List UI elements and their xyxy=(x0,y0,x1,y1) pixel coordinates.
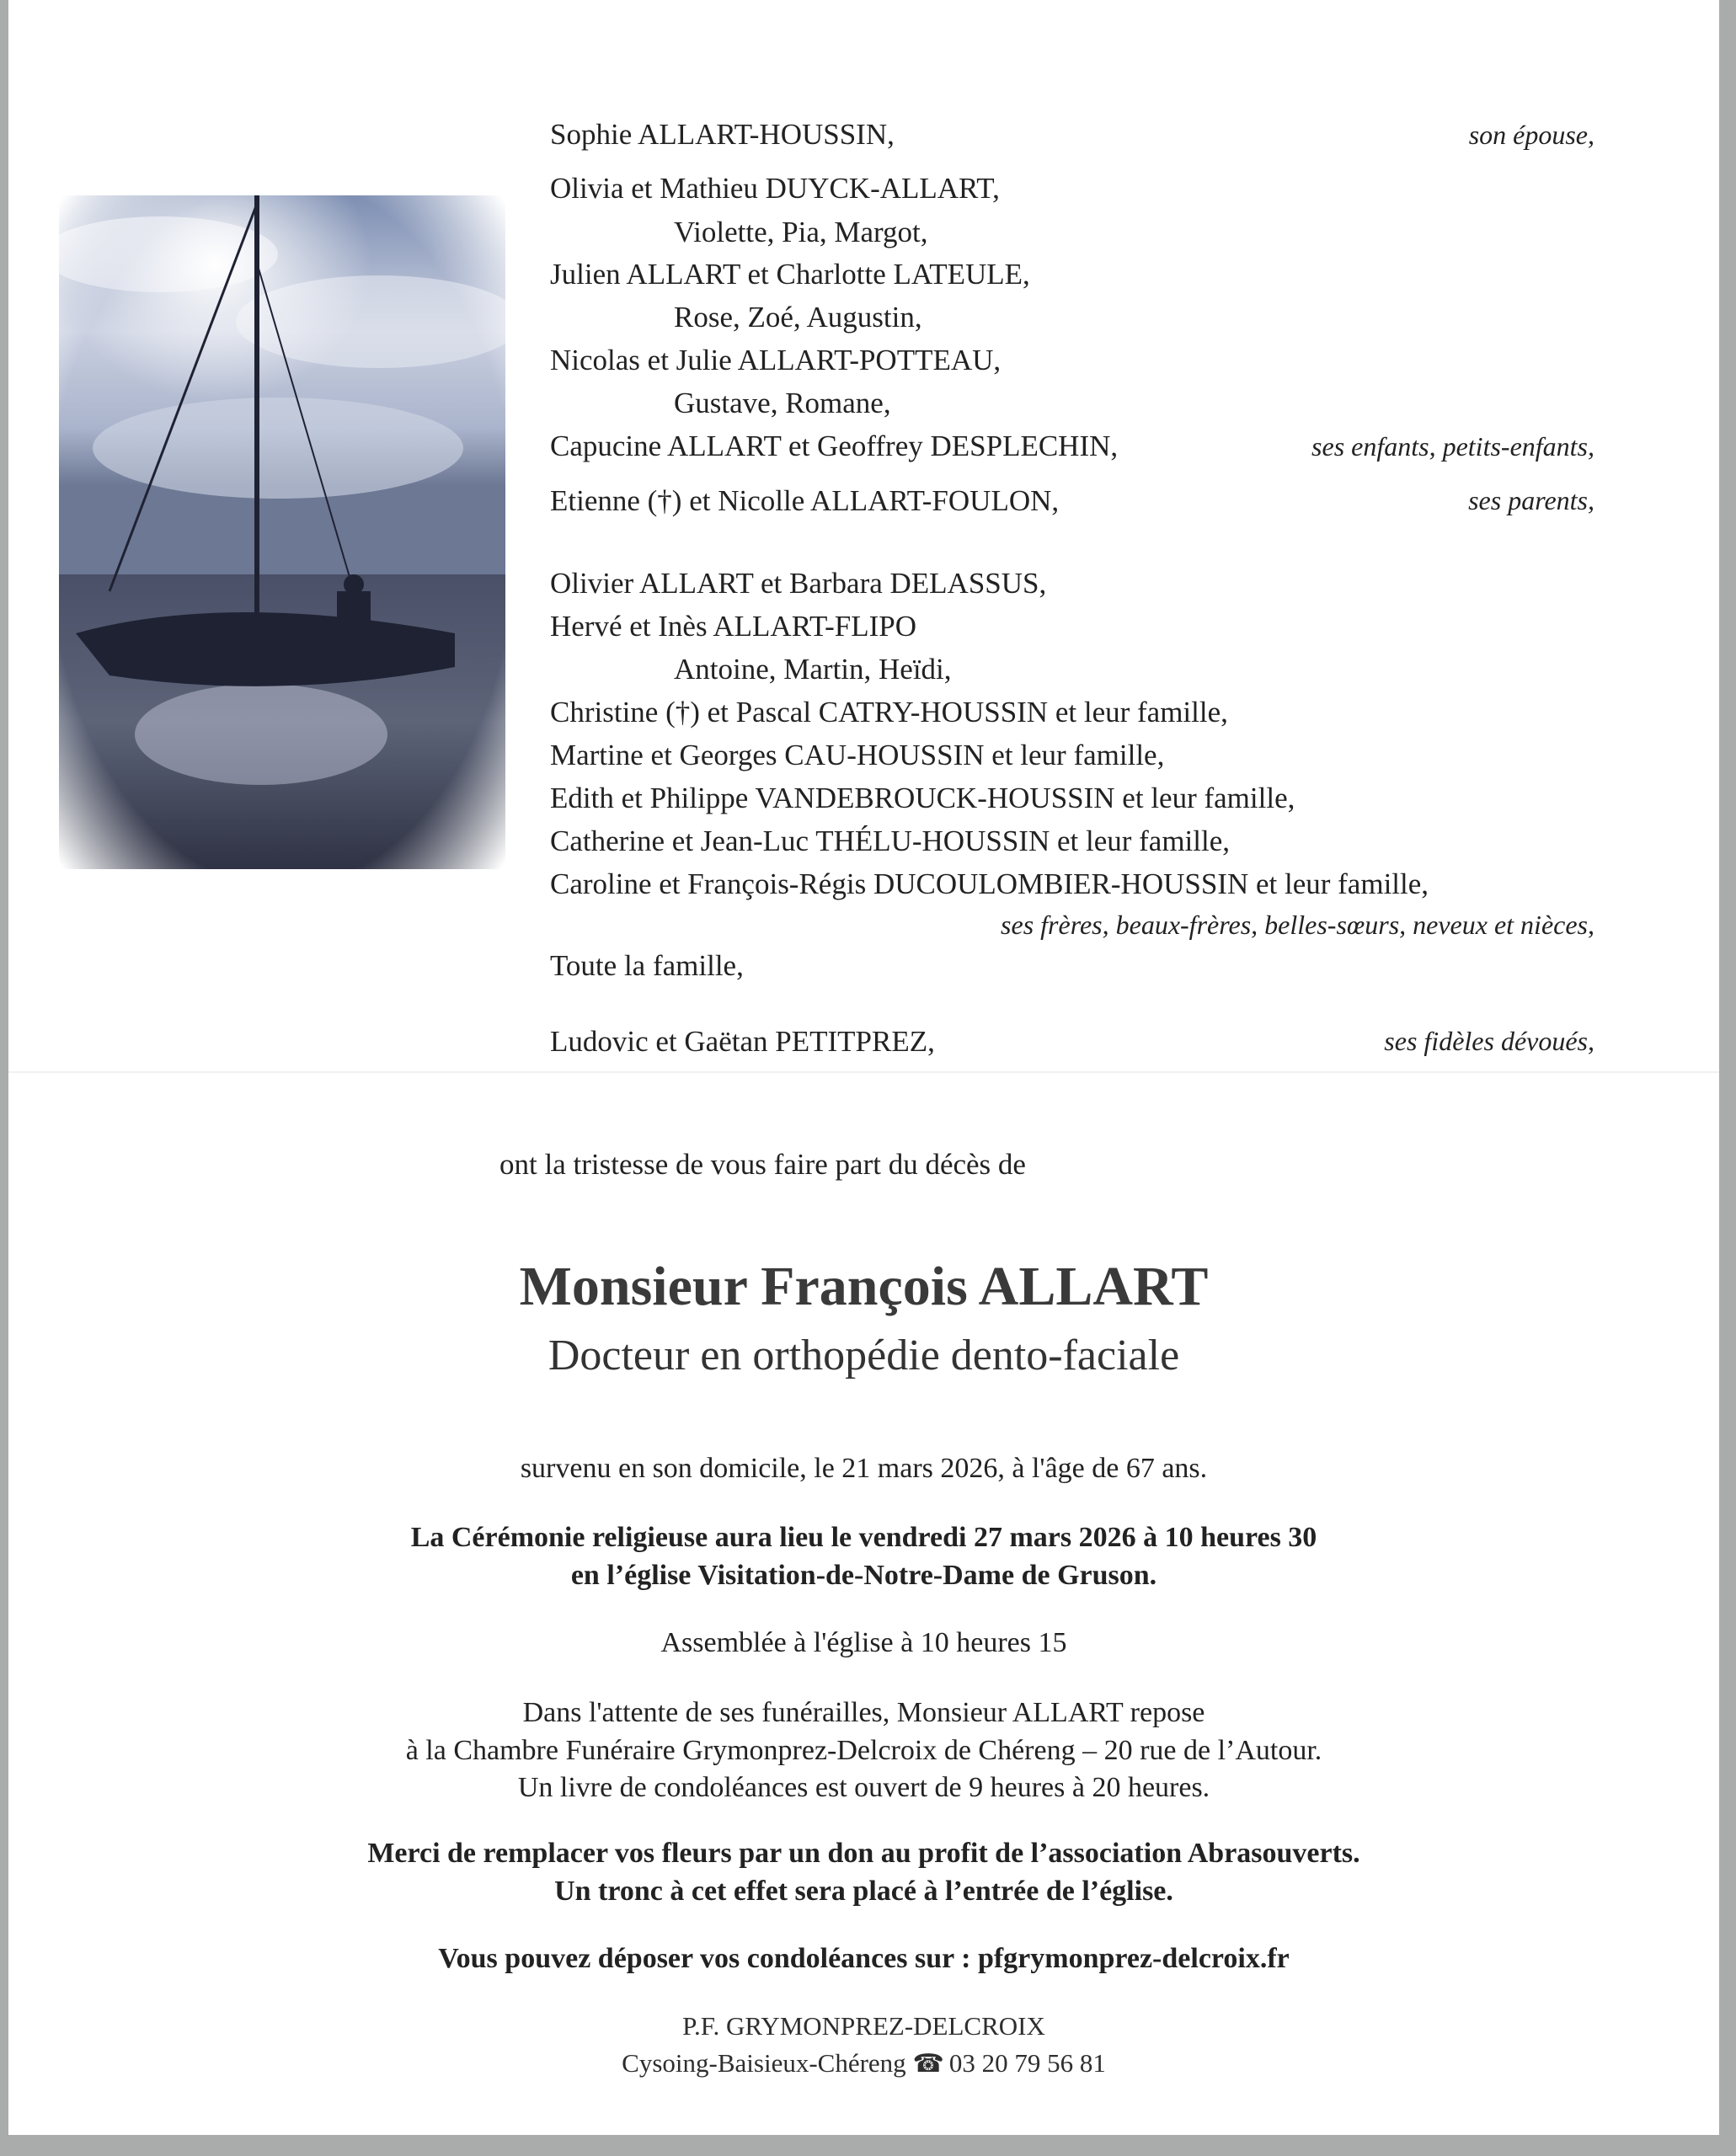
family-name-line: Christine (†) et Pascal CATRY-HOUSSIN et leur famille, xyxy=(550,696,1228,728)
death-notice: survenu en son domicile, le 21 mars 2026, à l'âge de 67 ans. xyxy=(520,1453,1208,1484)
ceremony-line-2: en l’église Visitation-de-Notre-Dame de Gruson. xyxy=(570,1560,1157,1591)
telephone-icon: ☎ xyxy=(912,2050,944,2078)
company-location: Cysoing-Baisieux-Chéreng xyxy=(622,2048,906,2078)
assembly-notice: Assemblée à l'église à 10 heures 15 xyxy=(660,1627,1067,1658)
grandchildren-line: Gustave, Romane, xyxy=(674,387,891,419)
fold-line xyxy=(8,1071,1719,1073)
family-name-line: Nicolas et Julie ALLART-POTTEAU, xyxy=(550,344,1002,376)
rest-line-3: Un livre de condoléances est ouvert de 9 heures à 20 heures. xyxy=(517,1772,1210,1803)
family-name-line: Hervé et Inès ALLART-FLIPO xyxy=(550,610,917,643)
company-contact xyxy=(8,2048,1719,2079)
family-name-line: Toute la famille, xyxy=(550,949,744,982)
relation-label: ses parents, xyxy=(1468,485,1594,515)
grandchildren-line: Rose, Zoé, Augustin, xyxy=(674,301,922,334)
deceased-name: Monsieur François ALLART xyxy=(519,1256,1209,1317)
family-name-line: Olivier ALLART et Barbara DELASSUS, xyxy=(550,567,1047,600)
relation-label: ses enfants, petits-enfants, xyxy=(1311,431,1594,462)
family-name-line: Martine et Georges CAU-HOUSSIN et leur famille, xyxy=(550,739,1165,771)
family-name-line: Catherine et Jean-Luc THÉLU-HOUSSIN et leur famille, xyxy=(550,825,1231,857)
relation-label: son épouse, xyxy=(1468,120,1594,150)
nephews-line: Antoine, Martin, Heïdi, xyxy=(674,653,952,686)
relation-label: ses frères, beaux-frères, belles-sœurs, neveux et nièces, xyxy=(1001,910,1594,940)
family-name-line: Olivia et Mathieu DUYCK-ALLART, xyxy=(550,172,1000,205)
condolences-line: Vous pouvez déposer vos condoléances sur : pfgrymonprez-delcroix.fr xyxy=(438,1943,1290,1974)
relation-label: ses fidèles dévoués, xyxy=(1384,1026,1594,1056)
flowers-line-2: Un tronc à cet effet sera placé à l’entrée de l’église. xyxy=(554,1876,1173,1907)
grandchildren-line: Violette, Pia, Margot, xyxy=(674,216,928,248)
rest-line-1: Dans l'attente de ses funérailles, Monsieur ALLART repose xyxy=(522,1697,1205,1728)
funeral-company: P.F. GRYMONPREZ-DELCROIX xyxy=(682,2011,1045,2041)
announcement-lead: ont la tristesse de vous faire part du décès de xyxy=(499,1148,1026,1181)
family-name-line: Capucine ALLART et Geoffrey DESPLECHIN, xyxy=(550,430,1119,462)
family-name-line: Julien ALLART et Charlotte LATEULE, xyxy=(550,258,1030,291)
family-name-line: Ludovic et Gaëtan PETITPREZ, xyxy=(550,1025,935,1058)
flowers-line-1: Merci de remplacer vos fleurs par un don au profit de l’association Abrasouverts. xyxy=(367,1838,1360,1869)
deceased-title: Docteur en orthopédie dento-faciale xyxy=(548,1331,1180,1380)
family-name-line: Caroline et François-Régis DUCOULOMBIER-HOUSSIN et leur famille, xyxy=(550,867,1429,900)
sailboat-photo xyxy=(59,195,505,869)
family-name-line: Edith et Philippe VANDEBROUCK-HOUSSIN et leur famille, xyxy=(550,782,1295,814)
company-phone: 03 20 79 56 81 xyxy=(948,2048,1106,2078)
rest-line-2: à la Chambre Funéraire Grymonprez-Delcroix de Chéreng – 20 rue de l’Autour. xyxy=(405,1735,1322,1766)
family-name-line: Etienne (†) et Nicolle ALLART-FOULON, xyxy=(550,484,1060,517)
family-name-line: Sophie ALLART-HOUSSIN, xyxy=(550,118,895,151)
ceremony-line-1: La Cérémonie religieuse aura lieu le vendredi 27 mars 2026 à 10 heures 30 xyxy=(410,1522,1317,1553)
announcement-card xyxy=(8,0,1719,2135)
